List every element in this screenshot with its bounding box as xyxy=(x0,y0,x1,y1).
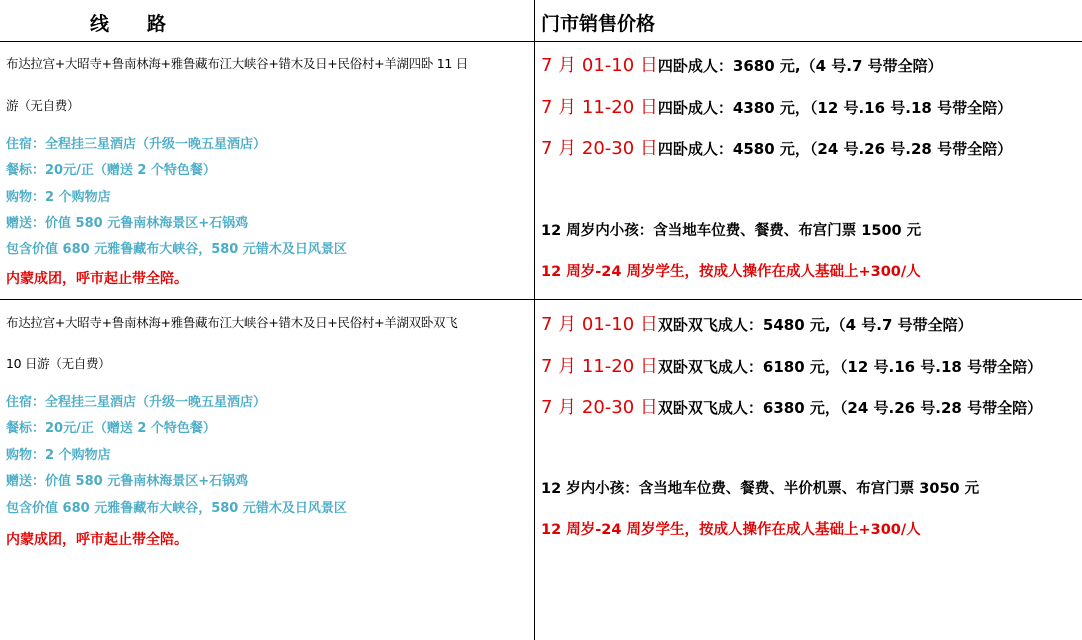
price-date: 7 月 11-20 日 xyxy=(541,356,658,377)
price-detail: 双卧双飞成人：6180 元，（12 号.16 号.18 号带全陪） xyxy=(657,358,1043,376)
price-detail: 双卧双飞成人：5480 元,（4 号.7 号带全陪） xyxy=(657,316,973,334)
price-detail: 四卧成人：3680 元,（4 号.7 号带全陪） xyxy=(657,57,943,75)
accommodation-info: 住宿：全程挂三星酒店（升级一晚五星酒店） xyxy=(6,395,267,410)
price-line xyxy=(541,352,1042,378)
shopping-info: 购物：2 个购物店 xyxy=(6,190,111,205)
group-note: 内蒙成团，呼市起止带全陪。 xyxy=(6,532,188,548)
child-price: 12 周岁内小孩：含当地车位费、餐费、布宫门票 1500 元 xyxy=(541,223,922,239)
price-detail: 四卧成人：4380 元，（12 号.16 号.18 号带全陪） xyxy=(657,99,1013,117)
student-price: 12 周岁-24 周岁学生，按成人操作在成人基础上+300/人 xyxy=(541,264,921,280)
group-note: 内蒙成团，呼市起止带全陪。 xyxy=(6,271,188,287)
gift-info: 赠送：价值 580 元鲁南林海景区+石锅鸡 xyxy=(6,216,249,231)
gift-info: 赠送：价值 580 元鲁南林海景区+石锅鸡 xyxy=(6,474,249,489)
price-detail: 双卧双飞成人：6380 元，（24 号.26 号.28 号带全陪） xyxy=(657,399,1043,417)
price-date: 7 月 01-10 日 xyxy=(541,55,658,76)
price-column-header: 门市销售价格 xyxy=(541,13,656,35)
row-divider xyxy=(0,299,1082,300)
price-detail: 四卧成人：4580 元，（24 号.26 号.28 号带全陪） xyxy=(657,140,1013,158)
price-date: 7 月 01-10 日 xyxy=(541,314,658,335)
shopping-info: 购物：2 个购物店 xyxy=(6,448,111,463)
price-line xyxy=(541,51,943,77)
price-date: 7 月 20-30 日 xyxy=(541,138,658,159)
header-divider xyxy=(0,41,1082,42)
route-name-line2: 10 日游（无自费） xyxy=(6,356,111,371)
student-price: 12 周岁-24 周岁学生，按成人操作在成人基础上+300/人 xyxy=(541,522,921,538)
accommodation-info: 住宿：全程挂三星酒店（升级一晚五星酒店） xyxy=(6,137,267,152)
route-name-line1: 布达拉宫+大昭寺+鲁南林海+雅鲁藏布江大峡谷+错木及日+民俗村+羊湖双卧双飞 xyxy=(6,315,458,330)
route-name-line2: 游（无自费） xyxy=(6,98,80,113)
route-name-line1: 布达拉宫+大昭寺+鲁南林海+雅鲁藏布江大峡谷+错木及日+民俗村+羊湖四卧 11 日 xyxy=(6,56,468,71)
included-info: 包含价值 680 元雅鲁藏布大峡谷，580 元错木及日风景区 xyxy=(6,501,347,516)
price-line xyxy=(541,134,1012,160)
price-date: 7 月 20-30 日 xyxy=(541,397,658,418)
included-info: 包含价值 680 元雅鲁藏布大峡谷，580 元错木及日风景区 xyxy=(6,242,347,257)
meal-info: 餐标：20元/正（赠送 2 个特色餐） xyxy=(6,163,216,178)
price-line xyxy=(541,393,1042,419)
child-price: 12 岁内小孩：含当地车位费、餐费、半价机票、布宫门票 3050 元 xyxy=(541,481,980,497)
column-divider xyxy=(534,0,535,640)
route-column-header: 线 路 xyxy=(90,13,167,35)
price-line xyxy=(541,93,1012,119)
price-date: 7 月 11-20 日 xyxy=(541,97,658,118)
meal-info: 餐标：20元/正（赠送 2 个特色餐） xyxy=(6,421,216,436)
price-line xyxy=(541,310,973,336)
